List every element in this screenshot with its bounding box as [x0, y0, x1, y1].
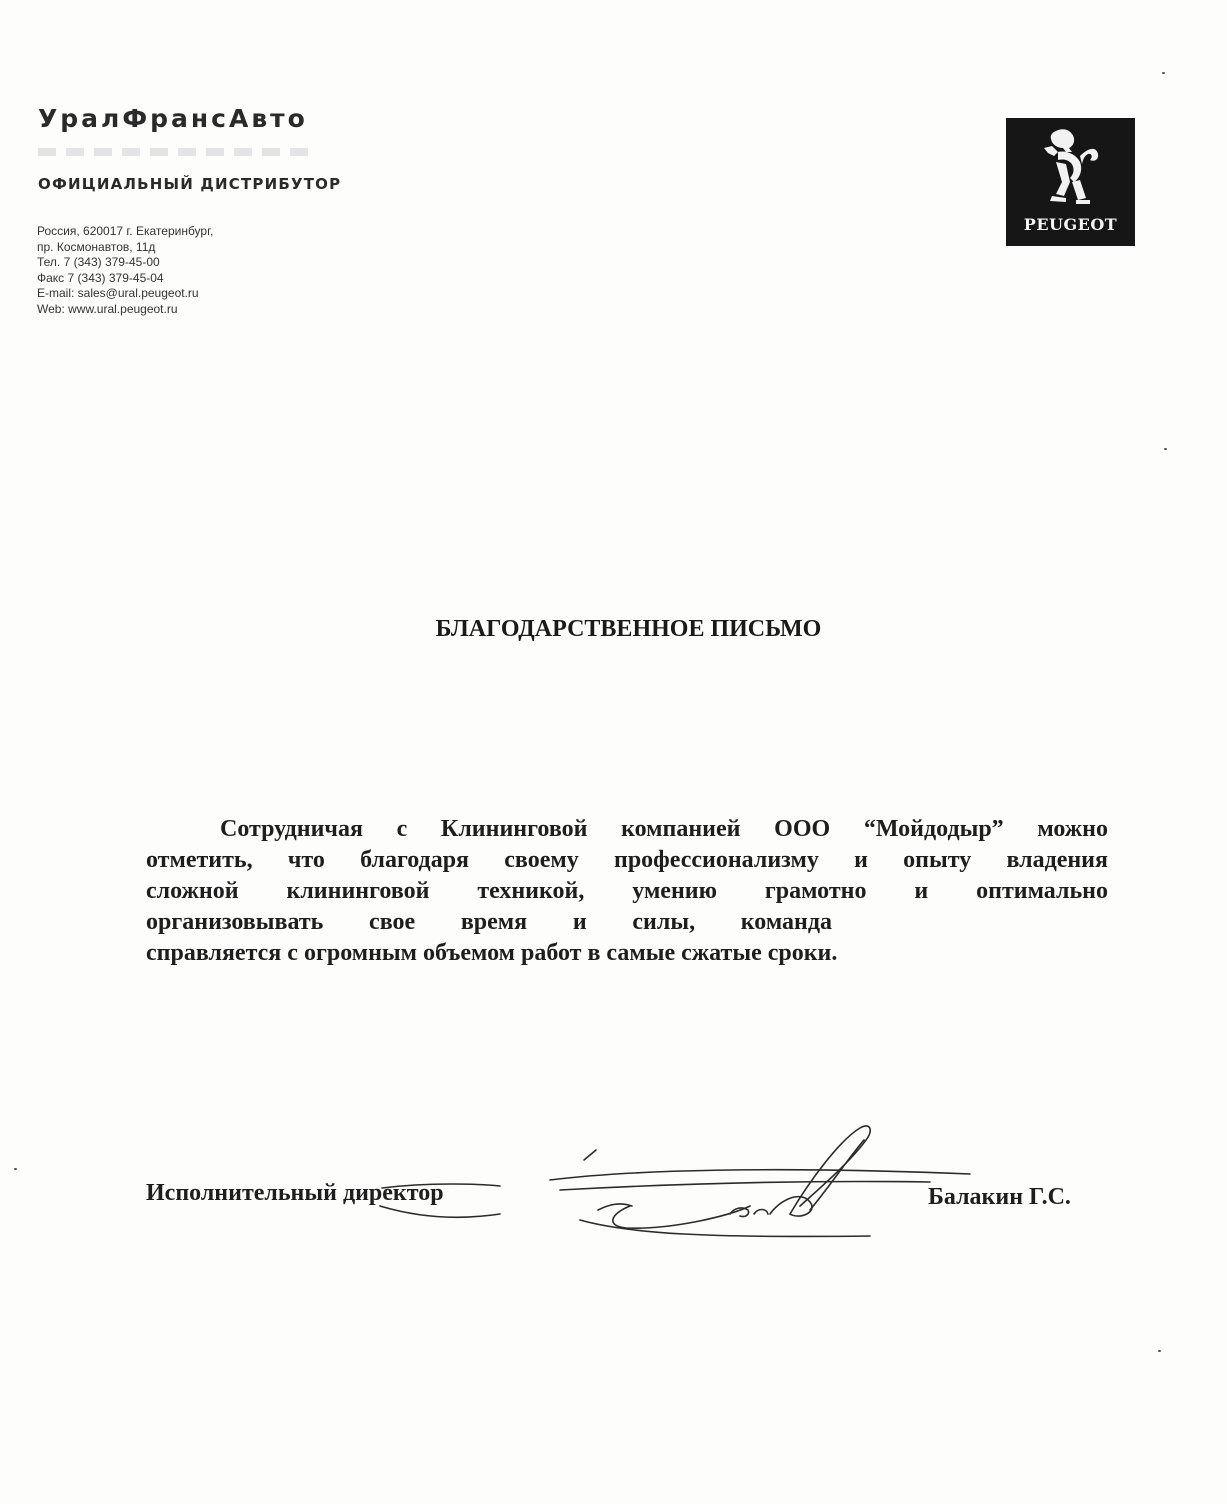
- body-line: отметить, что благодаря своему профессионализму и опыту владения: [146, 847, 1108, 873]
- email-line: E-mail: sales@ural.peugeot.ru: [37, 286, 199, 300]
- fax-line: Факс 7 (343) 379-45-04: [37, 270, 164, 285]
- letter-body: [146, 814, 1108, 969]
- contact-block: [37, 224, 213, 317]
- signer-position: Исполнительный директор: [146, 1180, 444, 1206]
- company-name: УралФрансАвто: [38, 104, 308, 133]
- web-line: Web: www.ural.peugeot.ru: [37, 301, 178, 316]
- address-line: пр. Космонавтов, 11д: [37, 239, 156, 254]
- phone-line: Тел. 7 (343) 379-45-00: [37, 255, 160, 269]
- handwritten-signature: [370, 1110, 990, 1250]
- company-subtitle: ОФИЦИАЛЬНЫЙ ДИСТРИБУТОР: [38, 175, 342, 193]
- faded-letterhead-line: [38, 148, 308, 156]
- signer-name: Балакин Г.С.: [928, 1184, 1071, 1210]
- body-line: организовывать свое время и силы, команда: [146, 909, 832, 935]
- body-line: справляется с огромным объемом работ в самые сжатые сроки.: [146, 940, 838, 966]
- body-line: сложной клининговой техникой, умению грамотно и оптимально: [146, 878, 1108, 904]
- peugeot-logo-text: PEUGEOT: [1023, 215, 1118, 234]
- scan-speck: [14, 1168, 17, 1170]
- address-line: Россия, 620017 г. Екатеринбург,: [37, 224, 214, 238]
- scan-speck: [1162, 72, 1165, 74]
- peugeot-logo: [1006, 118, 1135, 246]
- scan-speck: [1164, 448, 1167, 450]
- lion-icon: [1036, 126, 1106, 210]
- scan-speck: [1158, 1350, 1161, 1352]
- document-title: БЛАГОДАРСТВЕННОЕ ПИСЬМО: [435, 616, 822, 642]
- body-line: Сотрудничая с Клининговой компанией ООО “Мойдодыр” можно: [220, 816, 1108, 842]
